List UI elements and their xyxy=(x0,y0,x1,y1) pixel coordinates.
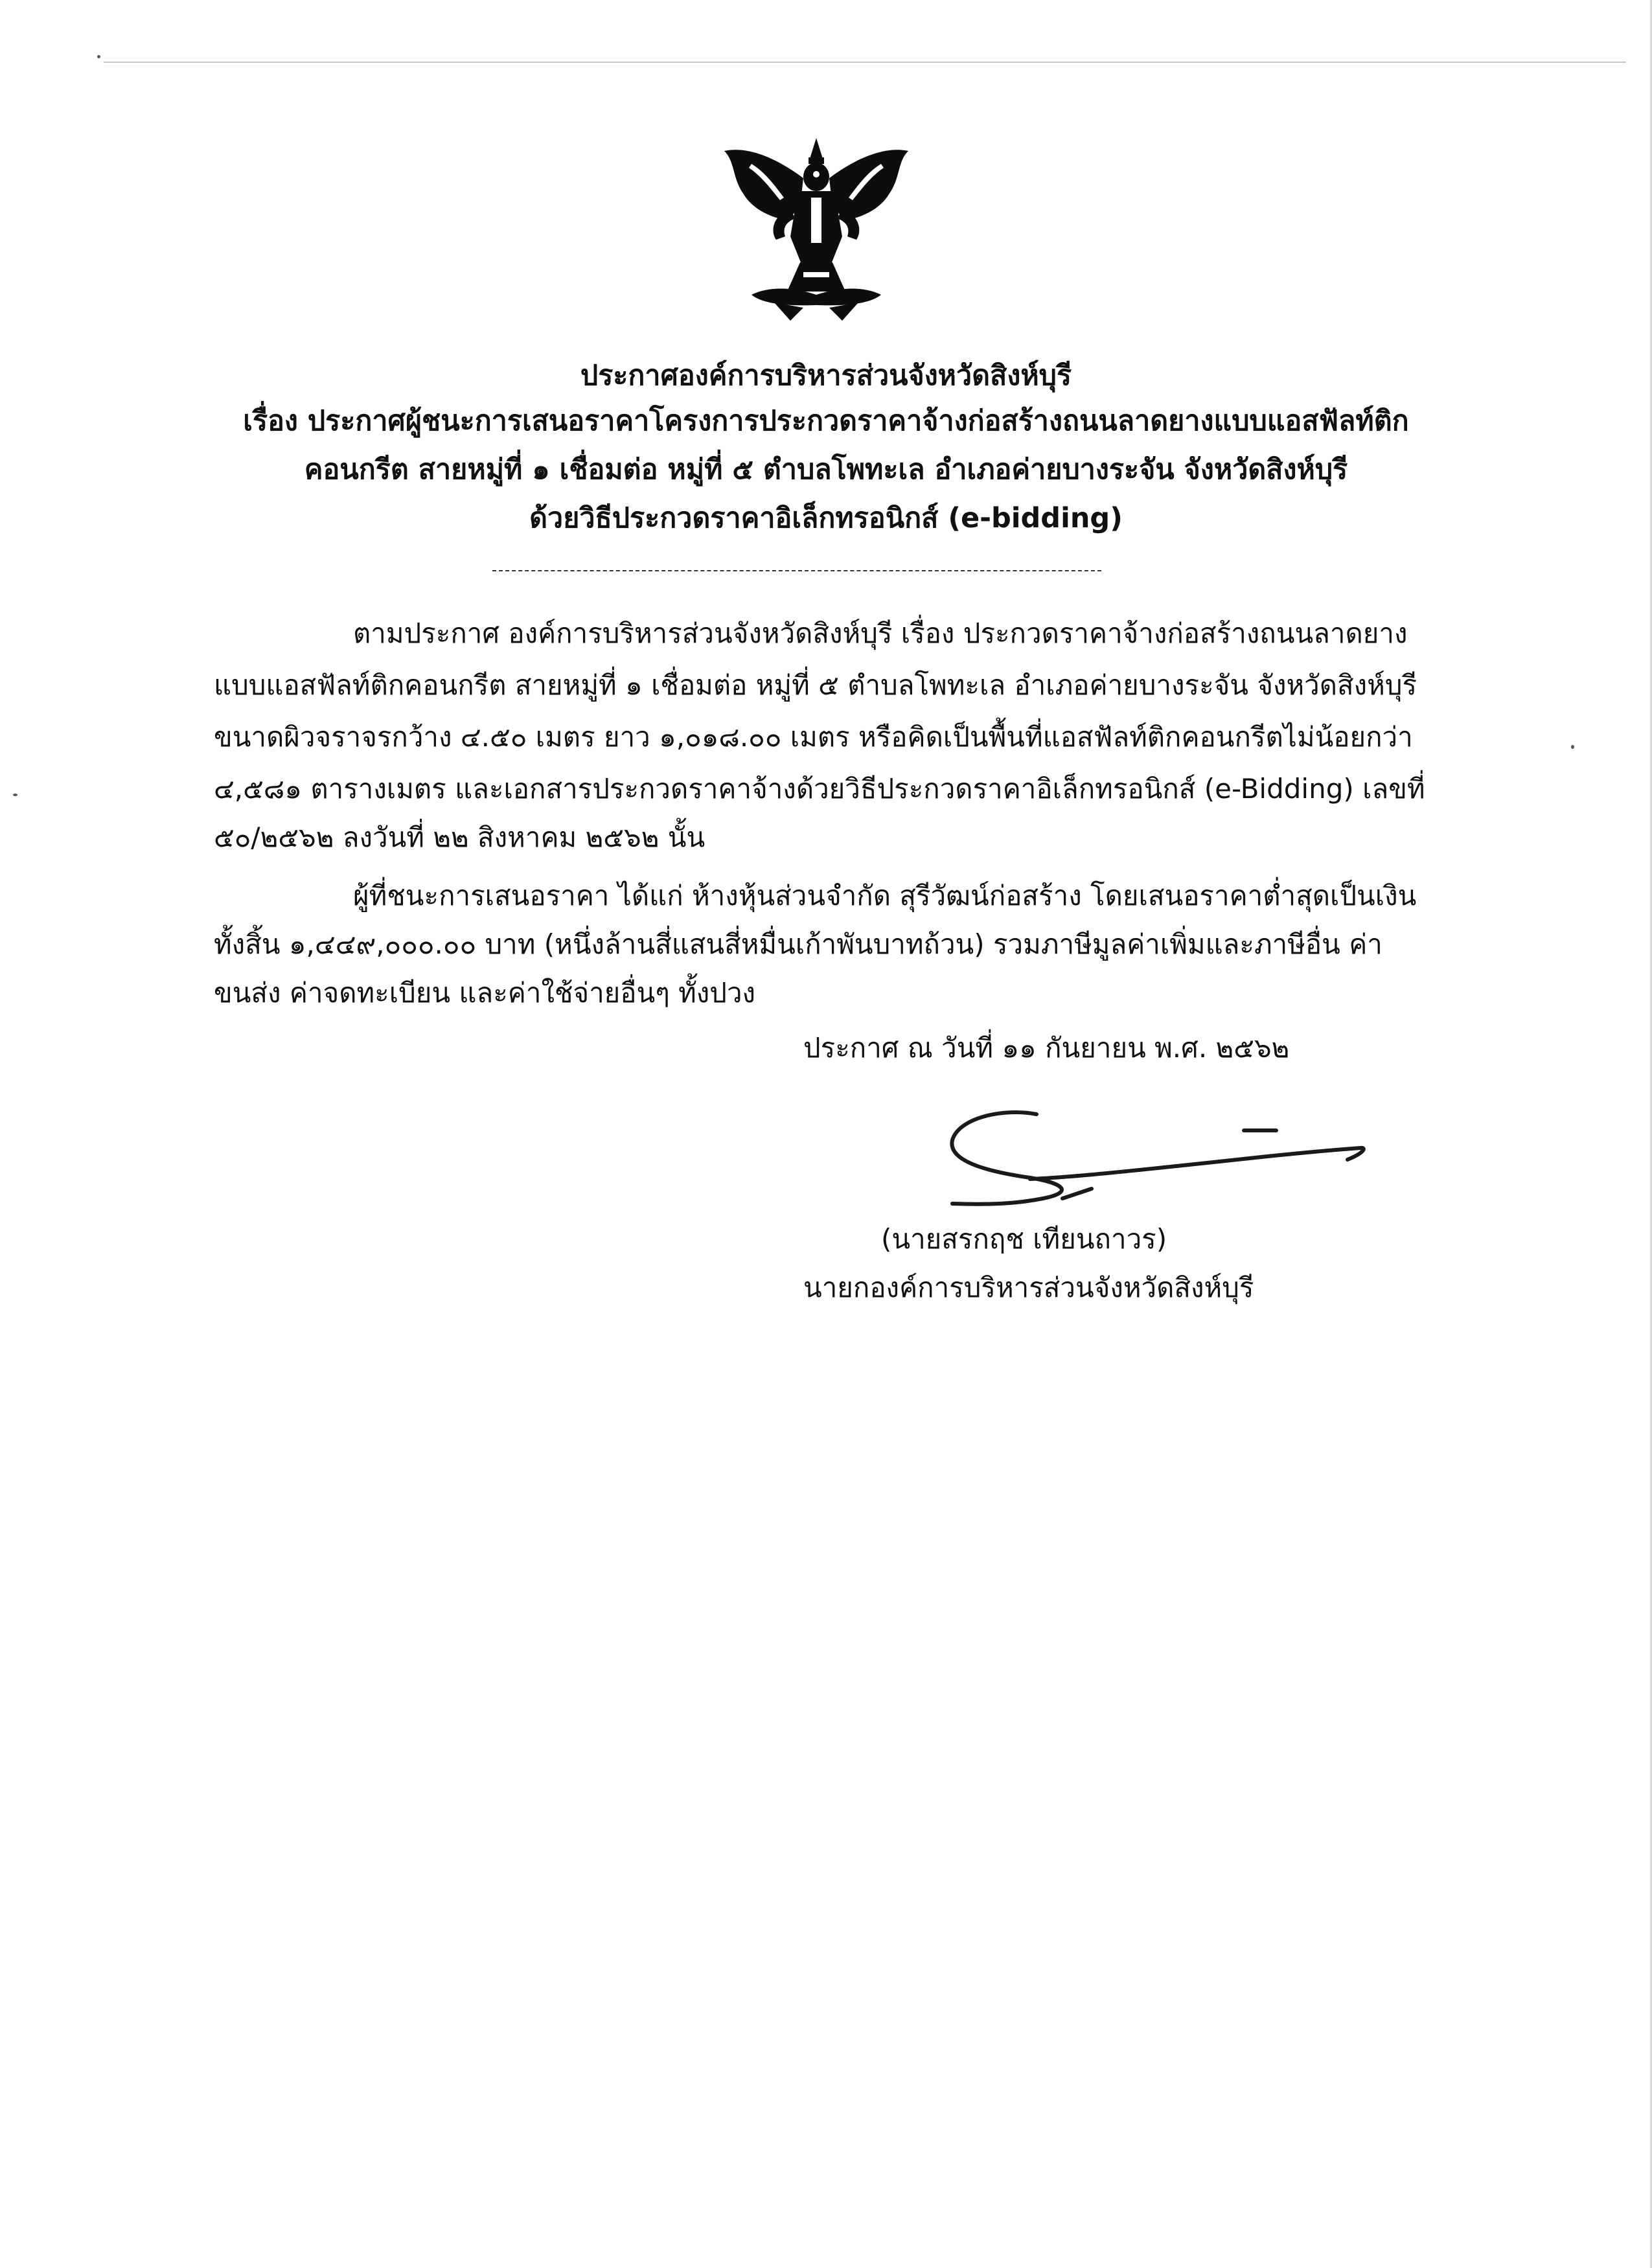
announce-date: ประกาศ ณ วันที่ ๑๑ กันยายน พ.ศ. ๒๕๖๒ xyxy=(803,1032,1290,1064)
para1-line: ขนาดผิวจราจรกว้าง ๔.๕๐ เมตร ยาว ๑,๐๑๘.๐๐ เมตร หรือคิดเป็นพื้นที่แอสฟัลท์ติกคอนกรีตไม่น้อยกว่า xyxy=(214,721,1413,753)
scan-top-rule xyxy=(104,62,1626,63)
para1-line: ตามประกาศ องค์การบริหารส่วนจังหวัดสิงห์บุรี เรื่อง ประกวดราคาจ้างก่อสร้างถนนลาดยาง xyxy=(353,617,1408,649)
para2-line: ผู้ที่ชนะการเสนอราคา ได้แก่ ห้างหุ้นส่วนจำกัด สุรีวัฒน์ก่อสร้าง โดยเสนอราคาต่ำสุดเป็นเงิน xyxy=(353,880,1417,911)
para1-line: แบบแอสฟัลท์ติกคอนกรีต สายหมู่ที่ ๑ เชื่อมต่อ หมู่ที่ ๕ ตำบลโพทะเล อำเภอค่ายบางระจัน จังหวัดสิงห์บุรี xyxy=(214,669,1417,701)
scan-speck xyxy=(13,794,17,796)
announcement-method-line: ด้วยวิธีประกวดราคาอิเล็กทรอนิกส์ (e-bidding) xyxy=(529,502,1123,534)
handwritten-signature xyxy=(933,1101,1386,1224)
garuda-emblem-icon xyxy=(713,133,920,327)
scan-speck xyxy=(1571,745,1574,749)
dashed-separator xyxy=(492,570,1101,571)
announcement-org-heading: ประกาศองค์การบริหารส่วนจังหวัดสิงห์บุรี xyxy=(580,360,1072,392)
para1-line: ๔,๕๘๑ ตารางเมตร และเอกสารประกวดราคาจ้างด้วยวิธีประกวดราคาอิเล็กทรอนิกส์ (e-Bidding) เลขที่ xyxy=(214,773,1425,805)
announcement-location-line: คอนกรีต สายหมู่ที่ ๑ เชื่อมต่อ หมู่ที่ ๕ ตำบลโพทะเล อำเภอค่ายบางระจัน จังหวัดสิงห์บุรี xyxy=(304,453,1348,486)
scan-speck xyxy=(97,55,100,58)
announcement-subject-line: เรื่อง ประกาศผู้ชนะการเสนอราคาโครงการประกวดราคาจ้างก่อสร้างถนนลาดยางแบบแอสฟัลท์ติก xyxy=(243,405,1409,437)
para2-line: ขนส่ง ค่าจดทะเบียน และค่าใช้จ่ายอื่นๆ ทั้งปวง xyxy=(214,977,756,1009)
para1-line: ๕๐/๒๕๖๒ ลงวันที่ ๒๒ สิงหาคม ๒๕๖๒ นั้น xyxy=(214,821,706,853)
signatory-name: (นายสรกฤช เทียนถาวร) xyxy=(881,1223,1167,1255)
para2-line: ทั้งสิ้น ๑,๔๔๙,๐๐๐.๐๐ บาท (หนึ่งล้านสี่แสนสี่หมื่นเก้าพันบาทถ้วน) รวมภาษีมูลค่าเพิ่มและภาษีอื่น ค่า xyxy=(214,928,1382,960)
signatory-title: นายกองค์การบริหารส่วนจังหวัดสิงห์บุรี xyxy=(803,1272,1254,1303)
